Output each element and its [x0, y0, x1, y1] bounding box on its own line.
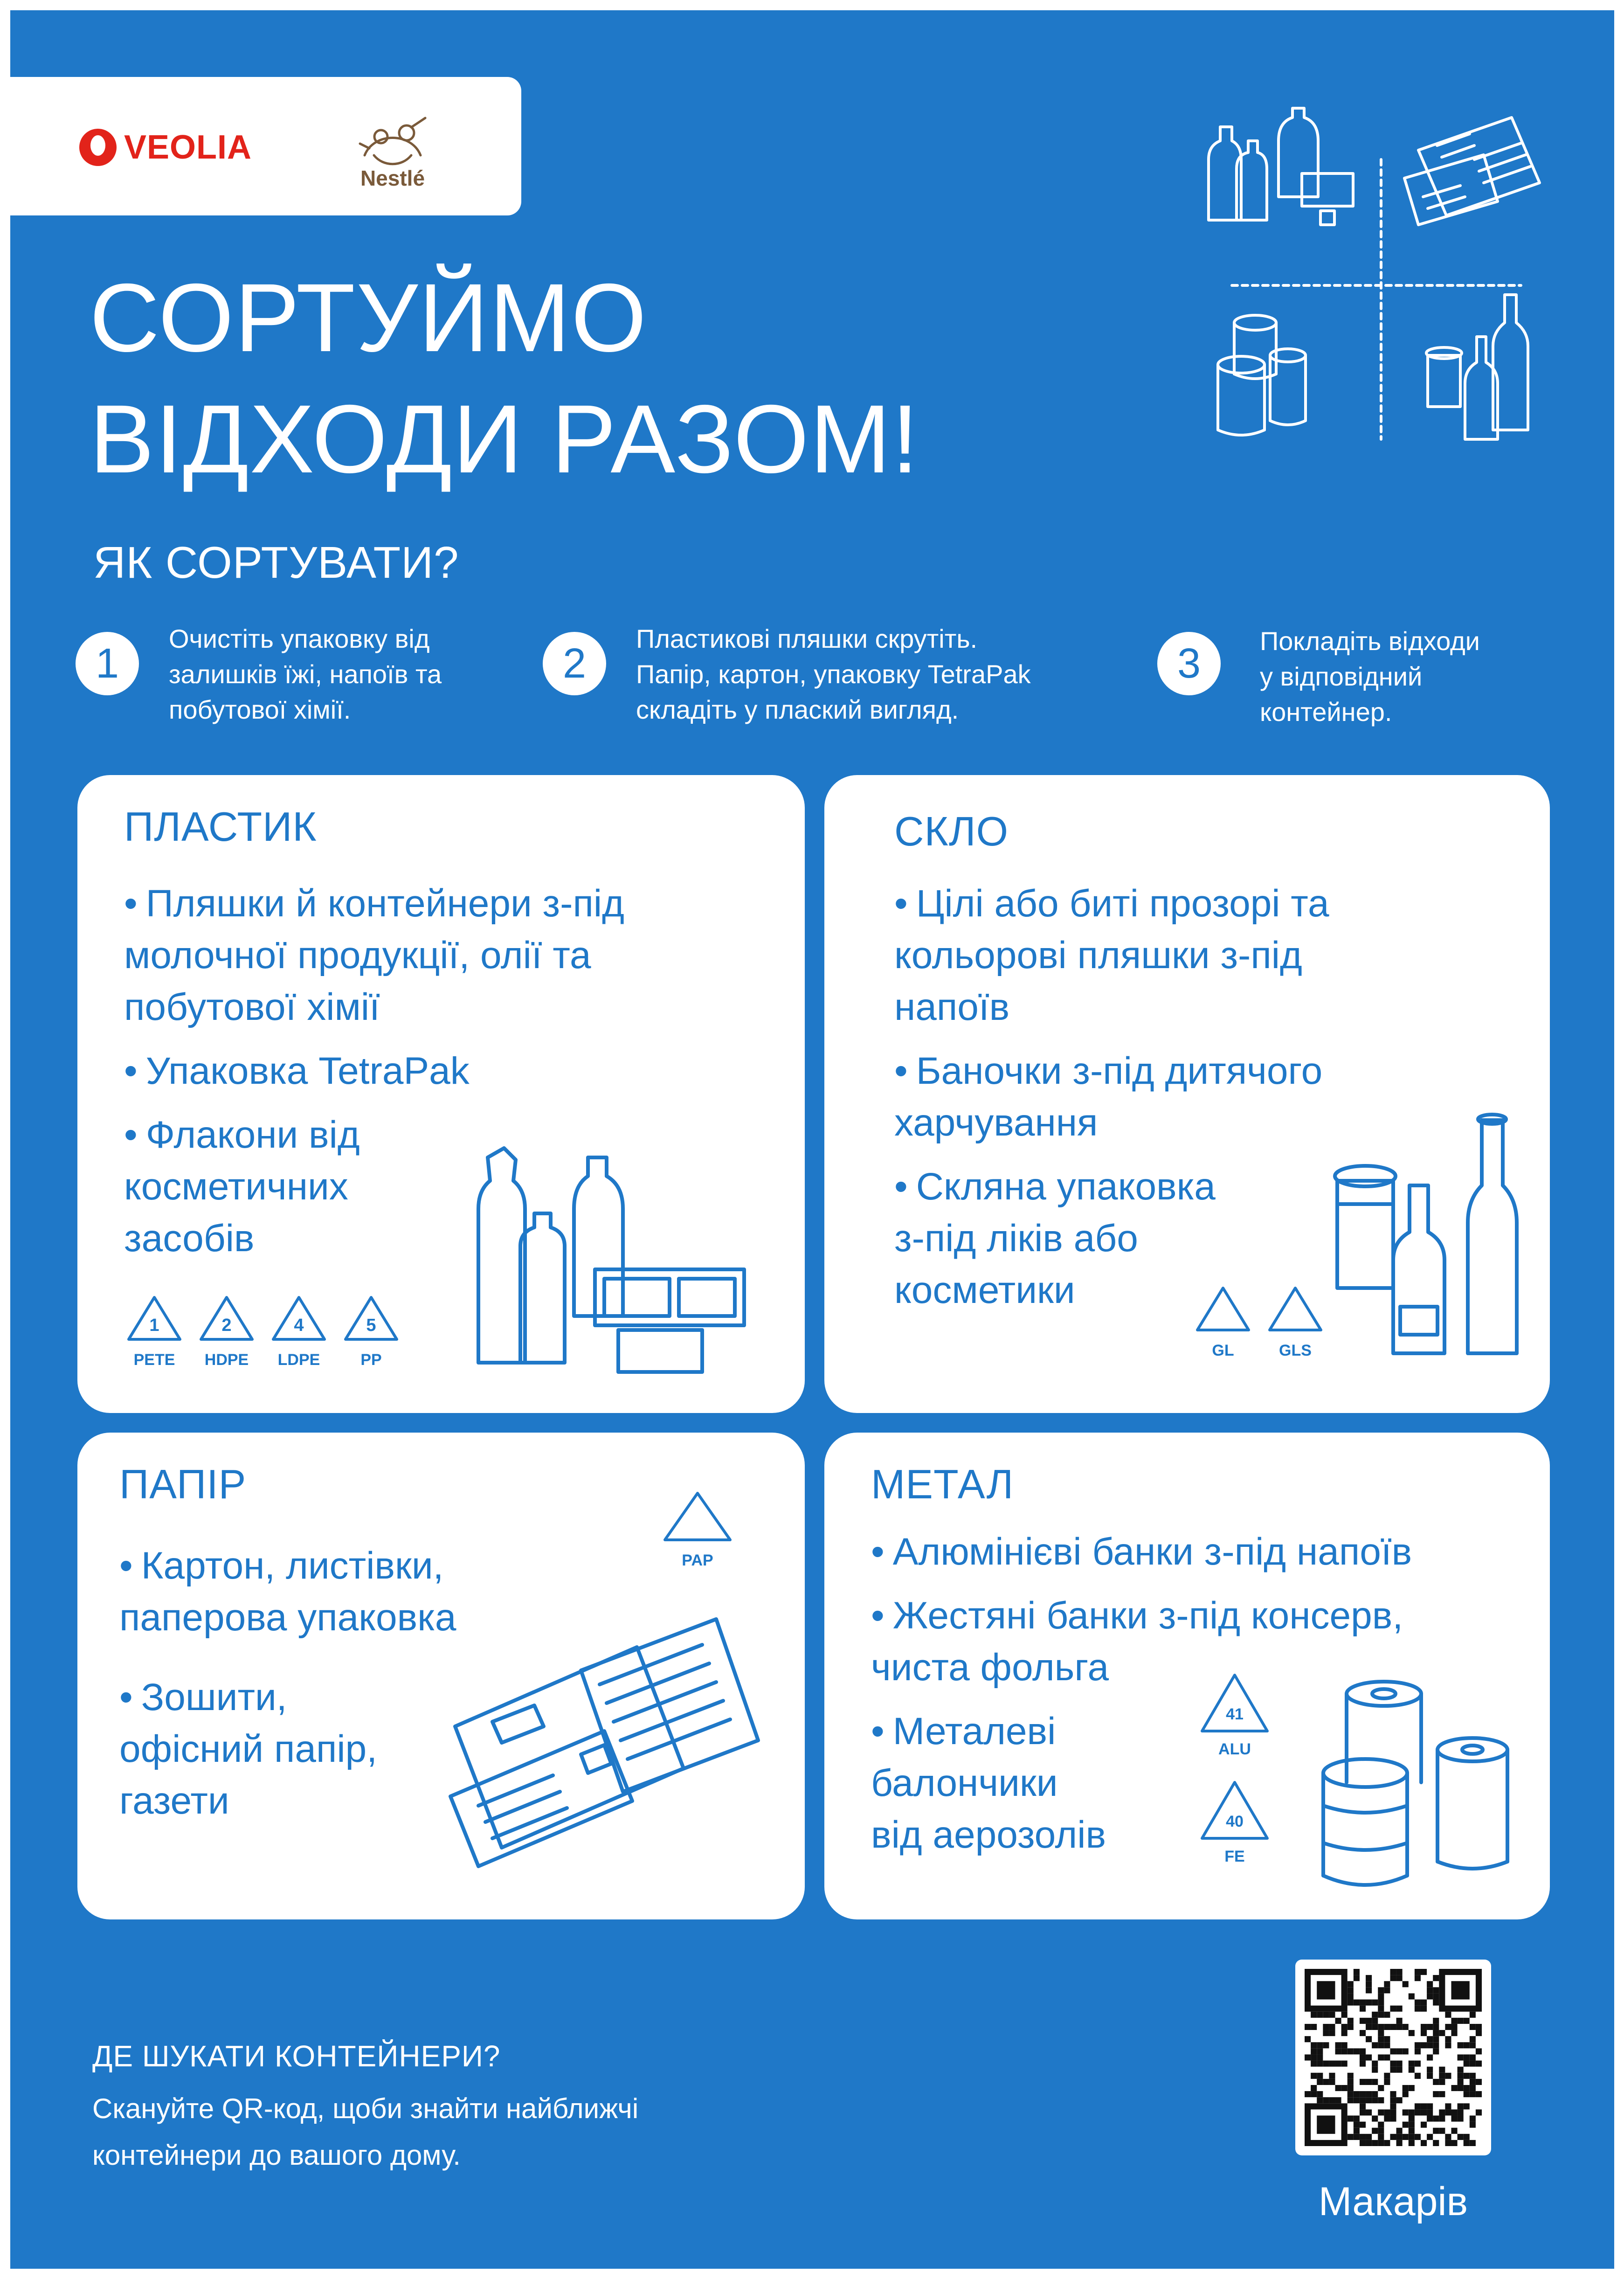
step-1-line: побутової хімії.	[169, 695, 351, 724]
veolia-mark-icon	[79, 129, 117, 166]
list-item: • Флакони від косметичних засобів	[124, 1109, 777, 1264]
paper-icon	[1404, 118, 1540, 225]
paper-card	[77, 1433, 805, 1919]
step-2-number: 2	[543, 632, 606, 695]
glass-icon	[1426, 295, 1528, 439]
code-label: FE	[1224, 1848, 1245, 1865]
list-item: • Металеві балончики від аерозолів	[871, 1705, 1533, 1861]
step-3-line: у відповідний	[1260, 662, 1423, 691]
list-item: • Зошити, офісний папір, газети	[119, 1671, 632, 1827]
svg-text:Nestlé: Nestlé	[360, 166, 425, 190]
code-number: 40	[1226, 1813, 1244, 1830]
item-text: косметичних	[124, 1165, 348, 1208]
find-containers-heading: ДЕ ШУКАТИ КОНТЕЙНЕРИ?	[92, 2039, 501, 2073]
veolia-wordmark: VEOLIA	[124, 129, 252, 166]
metal-illustration	[1319, 1666, 1524, 1899]
find-containers-line: Скануйте QR-код, щоби знайти найближчі	[92, 2093, 639, 2124]
step-3-line: Покладіть відходи	[1260, 626, 1480, 656]
nestle-logo	[346, 104, 439, 197]
item-text: чиста фольга	[871, 1646, 1109, 1689]
step-2-line: Папір, картон, упаковку TetraPak	[636, 659, 1031, 689]
item-text: Цілі або биті прозорі та	[916, 882, 1329, 925]
item-text: кольорові пляшки з-під	[894, 934, 1302, 977]
metal-card	[824, 1433, 1550, 1919]
metal-recycle-codes	[1188, 1666, 1281, 1890]
list-item: • Пляшки й контейнери з-під молочної продукції, олії та побутової хімії	[124, 878, 777, 1033]
code-label: GL	[1212, 1342, 1234, 1359]
item-text: з-під ліків або	[894, 1217, 1138, 1260]
list-item: • Упаковка TetraPak	[124, 1050, 470, 1092]
plastic-icon	[1209, 108, 1353, 225]
item-text: Зошити,	[141, 1676, 287, 1718]
code-label: PAP	[682, 1552, 713, 1569]
item-text: побутової хімії	[124, 986, 380, 1028]
item-text: Пляшки й контейнери з-під	[145, 882, 624, 925]
step-3-text	[1260, 623, 1480, 730]
list-item: • Баночки з-під дитячого харчування	[894, 1045, 1524, 1149]
item-text: молочної продукції, олії та	[124, 934, 591, 977]
step-3-line: контейнер.	[1260, 697, 1392, 727]
step-2-line: складіть у плаский вигляд.	[636, 695, 959, 724]
list-item: • Цілі або биті прозорі та кольорові пляшки з-під напоїв	[894, 878, 1524, 1033]
step-2-line: Пластикові пляшки скрутіть.	[636, 624, 978, 653]
item-text: засобів	[124, 1217, 255, 1260]
item-text: Металеві	[892, 1710, 1056, 1753]
item-text: Скляна упаковка	[916, 1165, 1216, 1208]
code-label: PP	[360, 1351, 382, 1369]
item-text: балончики	[871, 1762, 1058, 1804]
paper-recycle-codes	[651, 1484, 744, 1577]
item-text: Алюмінієві банки з-під напоїв	[892, 1531, 1412, 1573]
poster	[10, 10, 1614, 2269]
plastic-illustration	[469, 1139, 777, 1391]
waste-types-illustration	[1195, 104, 1568, 458]
item-text: від аерозолів	[871, 1814, 1106, 1856]
plastic-card	[77, 775, 805, 1413]
qr-code-icon	[1305, 1969, 1482, 2146]
code-label: ALU	[1218, 1740, 1251, 1758]
code-number: 1	[149, 1316, 159, 1335]
recycle-triangle-icon	[1270, 1288, 1321, 1330]
list-item: • Алюмінієві банки з-під напоїв	[871, 1531, 1412, 1573]
find-containers-text	[92, 2085, 638, 2179]
item-text: паперова упаковка	[119, 1596, 456, 1639]
step-1-text	[169, 621, 442, 727]
recycle-triangle-icon	[665, 1493, 730, 1540]
code-number: 4	[294, 1316, 304, 1335]
glass-illustration	[1328, 1101, 1524, 1363]
item-text: напоїв	[894, 986, 1010, 1028]
plastic-card-title: ПЛАСТИК	[124, 804, 317, 850]
item-text: харчування	[894, 1101, 1098, 1144]
page-title	[90, 257, 919, 500]
glass-card	[824, 775, 1550, 1413]
code-label: PETE	[133, 1351, 175, 1369]
code-number: 5	[366, 1316, 376, 1335]
metal-card-title: МЕТАЛ	[871, 1461, 1014, 1507]
step-1-line: залишків їжі, напоїв та	[169, 659, 442, 689]
item-text: косметики	[894, 1269, 1075, 1311]
step-2-text	[636, 621, 1031, 727]
item-text: офісний папір,	[119, 1728, 377, 1770]
city-name: Макарів	[1318, 2179, 1468, 2224]
item-text: Картон, листівки,	[141, 1545, 444, 1587]
list-item: • Картон, листівки, паперова упаковка	[119, 1540, 632, 1643]
paper-card-title: ПАПІР	[119, 1461, 247, 1507]
recycle-triangle-icon	[1197, 1288, 1249, 1330]
paper-illustration	[441, 1610, 777, 1871]
title-line-2: ВІДХОДИ РАЗОМ!	[90, 385, 919, 493]
code-label: HDPE	[204, 1351, 249, 1369]
item-text: Упаковка TetraPak	[145, 1050, 470, 1092]
code-label: LDPE	[277, 1351, 320, 1369]
find-containers-line: контейнери до вашого дому.	[92, 2140, 461, 2171]
metal-icon	[1218, 315, 1306, 435]
code-label: GLS	[1279, 1342, 1312, 1359]
item-text: Жестяні банки з-під консерв,	[892, 1594, 1403, 1637]
step-1-line: Очистіть упаковку від	[169, 624, 430, 653]
code-number: 41	[1226, 1705, 1244, 1723]
logo-panel	[10, 77, 521, 215]
list-item: • Скляна упаковка з-під ліків або косметики	[894, 1161, 1524, 1316]
list-item: • Жестяні банки з-під консерв, чиста фольга	[871, 1590, 1533, 1693]
code-number: 2	[221, 1316, 232, 1335]
plastic-recycle-codes	[119, 1288, 455, 1381]
step-3-number: 3	[1157, 632, 1221, 695]
veolia-logo	[79, 128, 252, 166]
title-line-1: СОРТУЙМО	[90, 264, 648, 372]
how-to-sort-heading: ЯК СОРТУВАТИ?	[93, 538, 459, 588]
item-text: газети	[119, 1780, 229, 1822]
glass-card-title: СКЛО	[894, 808, 1009, 854]
item-text: Флакони від	[145, 1114, 360, 1156]
qr-code[interactable]	[1295, 1960, 1491, 2155]
step-1-number: 1	[76, 632, 139, 695]
item-text: Баночки з-під дитячого	[916, 1050, 1323, 1092]
